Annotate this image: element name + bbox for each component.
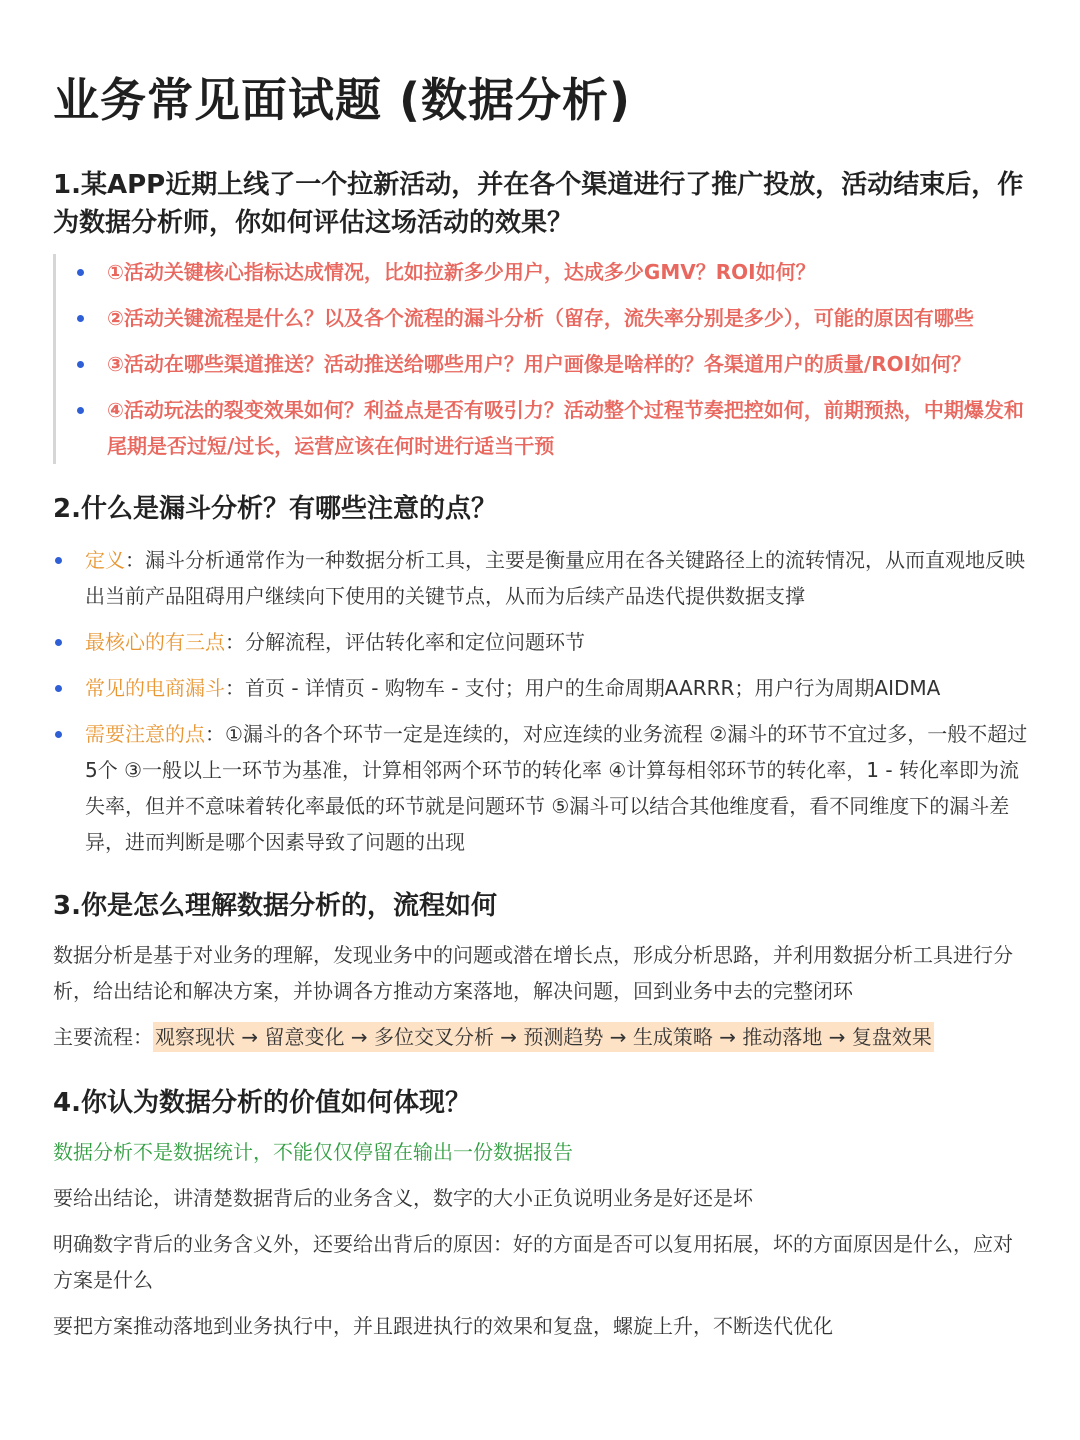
- bullet-icon: [55, 685, 62, 692]
- highlight-label: 定义: [85, 548, 125, 572]
- question-1-blockquote: [53, 254, 1028, 464]
- bullet-icon: [77, 407, 84, 414]
- question-2-title: 2.什么是漏斗分析？有哪些注意的点？: [53, 494, 497, 524]
- flow-label: 主要流程：: [53, 1025, 153, 1049]
- bullet-icon: [55, 639, 62, 646]
- page-title: 业务常见面试题 (数据分析): [53, 73, 632, 127]
- question-2-list: [53, 542, 1028, 860]
- question-4-title: 4.你认为数据分析的价值如何体现？: [53, 1088, 471, 1118]
- list-item: ③活动在哪些渠道推送？活动推送给哪些用户？用户画像是啥样的？各渠道用户的质量/ROI如何？: [76, 346, 1028, 382]
- list-item: 最核心的有三点：分解流程，评估转化率和定位问题环节: [53, 624, 1028, 660]
- question-3-title: 3.你是怎么理解数据分析的，流程如何: [53, 891, 497, 921]
- highlight-label: 最核心的有三点: [85, 630, 225, 654]
- question-4-paragraph: 要把方案推动落地到业务执行中，并且跟进执行的效果和复盘，螺旋上升，不断迭代优化: [53, 1314, 833, 1338]
- question-4-paragraph: 明确数字背后的业务含义外，还要给出背后的原因：好的方面是否可以复用拓展，坏的方面原因是什么，应对方案是什么: [53, 1232, 1013, 1292]
- question-1-title: 1.某APP近期上线了一个拉新活动，并在各个渠道进行了推广投放，活动结束后，作为数据分析师，你如何评估这场活动的效果？: [53, 170, 1024, 238]
- list-item: 定义：漏斗分析通常作为一种数据分析工具，主要是衡量应用在各关键路径上的流转情况，从而直观地反映出当前产品阻碍用户继续向下使用的关键节点，从而为后续产品迭代提供数据支撑: [53, 542, 1028, 614]
- question-3-flow: [53, 1019, 1028, 1055]
- bullet-icon: [77, 269, 84, 276]
- list-item: ②活动关键流程是什么？以及各个流程的漏斗分析（留存，流失率分别是多少），可能的原因有哪些: [76, 300, 1028, 336]
- list-item: 需要注意的点：①漏斗的各个环节一定是连续的，对应连续的业务流程 ②漏斗的环节不宜过多，一般不超过5个 ③一般以上一环节为基准，计算相邻两个环节的转化率 ④计算每相邻环节的转化率，1 - 转化率即为流失率，但并不意味着转化率最低的环节就是问题环节 ⑤漏斗可以结合其他维度看，看不同维度下的漏斗差异，进而判断是哪个因素导致了问题的出现: [53, 716, 1028, 860]
- question-3-body: 数据分析是基于对业务的理解，发现业务中的问题或潜在增长点，形成分析思路，并利用数据分析工具进行分析，给出结论和解决方案，并协调各方推动方案落地，解决问题，回到业务中去的完整闭环: [53, 943, 1013, 1003]
- question-4-highlight-paragraph: 数据分析不是数据统计，不能仅仅停留在输出一份数据报告: [53, 1140, 573, 1164]
- highlight-label: 需要注意的点: [85, 722, 205, 746]
- question-1-list: [76, 254, 1028, 464]
- flow-highlight: 观察现状 → 留意变化 → 多位交叉分析 → 预测趋势 → 生成策略 → 推动落地 → 复盘效果: [153, 1022, 934, 1052]
- list-item: 常见的电商漏斗：首页 - 详情页 - 购物车 - 支付；用户的生命周期AARRR；用户行为周期AIDMA: [53, 670, 1028, 706]
- highlight-label: 常见的电商漏斗: [85, 676, 225, 700]
- list-item: ④活动玩法的裂变效果如何？利益点是否有吸引力？活动整个过程节奏把控如何，前期预热，中期爆发和尾期是否过短/过长，运营应该在何时进行适当干预: [76, 392, 1028, 464]
- bullet-icon: [55, 557, 62, 564]
- list-item: ①活动关键核心指标达成情况，比如拉新多少用户，达成多少GMV？ROI如何？: [76, 254, 1028, 290]
- bullet-icon: [77, 315, 84, 322]
- bullet-icon: [55, 731, 62, 738]
- bullet-icon: [77, 361, 84, 368]
- question-4-paragraph: 要给出结论，讲清楚数据背后的业务含义，数字的大小正负说明业务是好还是坏: [53, 1186, 753, 1210]
